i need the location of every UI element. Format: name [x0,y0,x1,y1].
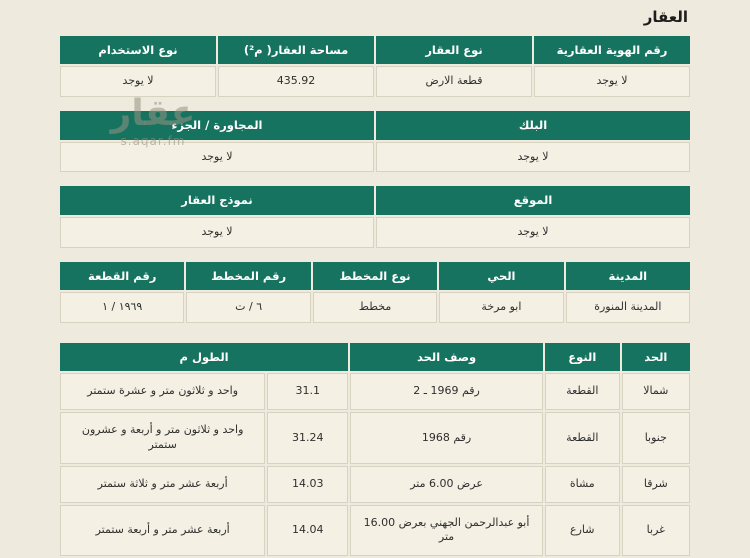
table-header-row [60,36,690,64]
header-plan-number: رقم المخطط [186,262,310,290]
cell-boundary-type: شارع [545,505,620,557]
cell-boundary-length-number: 14.03 [267,466,348,503]
cell-boundary-description: رقم 1969 ـ 2 [350,373,543,410]
table-row [60,505,690,557]
header-boundary-description: وصف الحد [350,343,543,371]
header-property-type: نوع العقار [376,36,532,64]
cell-boundary-description: أبو عبدالرحمن الجهني بعرض 16.00 متر [350,505,543,557]
boundaries-table [58,341,692,558]
table-row [60,466,690,503]
watermark-logo-text: عقار [110,93,196,134]
block-table [58,109,692,174]
table-row [60,217,690,248]
value-property-area: 435.92 [218,66,374,97]
table-row [60,142,690,173]
value-plan-number: ٦ / ت [186,292,310,323]
cell-boundary-side: جنوبا [622,412,690,464]
header-district: الحي [439,262,563,290]
cell-boundary-length-words: أربعة عشر متر و أربعة ستمتر [60,505,265,557]
table-row [60,292,690,323]
cell-boundary-type: القطعة [545,373,620,410]
table-header-row [60,186,690,214]
header-boundary-side: الحد [622,343,690,371]
cell-boundary-type: القطعة [545,412,620,464]
header-boundary-type: النوع [545,343,620,371]
header-property-model: نموذج العقار [60,186,374,214]
cell-boundary-side: شرقا [622,466,690,503]
table-row [60,66,690,97]
value-plan-type: مخطط [313,292,437,323]
value-city: المدينة المنورة [566,292,690,323]
value-district: ابو مرخة [439,292,563,323]
header-boundary-length: الطول م [60,343,348,371]
divider [58,325,692,341]
value-identity-number: لا يوجد [534,66,690,97]
location-table [58,184,692,249]
value-adjacent-part: لا يوجد [60,142,374,173]
value-property-type: قطعة الارض [376,66,532,97]
header-parcel-number: رقم القطعة [60,262,184,290]
table-header-row [60,262,690,290]
cell-boundary-description: عرض 6.00 متر [350,466,543,503]
cell-boundary-length-words: واحد و ثلاثون متر و أربعة و عشرون ستمتر [60,412,265,464]
header-adjacent-part: المجاورة / الجزء [60,111,374,139]
value-usage-type: لا يوجد [60,66,216,97]
header-plan-type: نوع المخطط [313,262,437,290]
value-block: لا يوجد [376,142,690,173]
cell-boundary-side: غربا [622,505,690,557]
cell-boundary-length-number: 14.04 [267,505,348,557]
cell-boundary-length-words: أربعة عشر متر و ثلاثة ستمتر [60,466,265,503]
header-identity-number: رقم الهوية العقارية [534,36,690,64]
table-header-row [60,343,690,371]
cell-boundary-length-number: 31.24 [267,412,348,464]
header-block: البلك [376,111,690,139]
plan-table [58,260,692,325]
watermark-site-text: s.aqar.fm [120,134,186,148]
cell-boundary-description: رقم 1968 [350,412,543,464]
value-parcel-number: ١٩٦٩ / ١ [60,292,184,323]
property-identity-table [58,34,692,99]
divider [58,174,692,184]
cell-boundary-length-number: 31.1 [267,373,348,410]
value-property-model: لا يوجد [60,217,374,248]
cell-boundary-side: شمالا [622,373,690,410]
page-title: العقار [643,8,688,26]
cell-boundary-type: مشاة [545,466,620,503]
header-location: الموقع [376,186,690,214]
header-city: المدينة [566,262,690,290]
divider [58,99,692,109]
header-property-area: مساحة العقار( م²) [218,36,374,64]
table-header-row [60,111,690,139]
table-row [60,373,690,410]
header-usage-type: نوع الاستخدام [60,36,216,64]
table-row [60,412,690,464]
cell-boundary-length-words: واحد و ثلاثون متر و عشرة ستمتر [60,373,265,410]
value-location: لا يوجد [376,217,690,248]
divider [58,250,692,260]
